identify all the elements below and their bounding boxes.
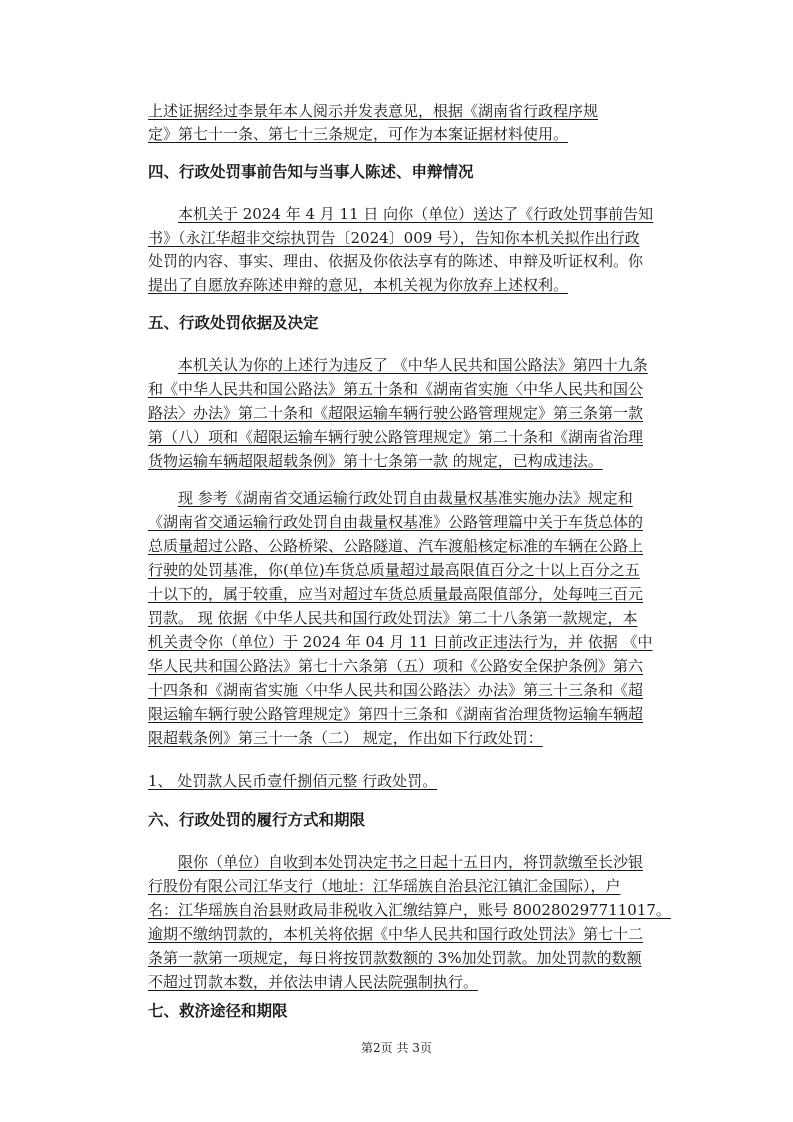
section-5-p2-line-6: 罚款。 现 依据《中华人民共和国行政处罚法》第二十八条第一款规定，本 (148, 609, 638, 627)
section-5-heading: 五、行政处罚依据及决定 (148, 314, 319, 332)
section-6-line-5: 条第一款第一项规定，每日将按罚款数额的 3%加处罚款。加处罚款的数额 (148, 949, 642, 967)
section-6-line-4: 逾期不缴纳罚款的，本机关将依据《中华人民共和国行政处罚法》第七十二 (148, 925, 644, 943)
section-5-p2-line-4: 行驶的处罚基准，你(单位)车货总质量超过最高限值百分之十以上百分之五 (148, 561, 640, 579)
section-4-line-3: 处罚的内容、事实、理由、依据及你依法享有的陈述、申辩及听证权利。你 (148, 252, 644, 270)
section-5-p1-line-5: 货物运输车辆超限超载条例》第十七条第一款 的规定，已构成违法。 (148, 452, 603, 470)
section-6-line-1: 限你（单位）自收到本处罚决定书之日起十五日内，将罚款缴至长沙银 (178, 853, 644, 871)
section-4-line-1: 本机关于 2024 年 4 月 11 日 向你（单位）送达了《行政处罚事前告知 (178, 205, 654, 223)
section-5-p2-line-1: 现 参考《湖南省交通运输行政处罚自由裁量权基准实施办法》规定和 (178, 489, 633, 507)
section-5-p1-line-1: 本机关认为你的上述行为违反了 《中华人民共和国公路法》第四十九条 (178, 356, 648, 374)
section-6-line-2: 行股份有限公司江华支行（地址：江华瑶族自治县沱江镇汇金国际），户 (148, 877, 621, 895)
section-5-p2-line-7: 机关责令你（单位）于 2024 年 04 月 11 日前改正违法行为，并 依据 《中 (148, 633, 653, 651)
evidence-line-1: 上述证据经过李景年本人阅示并发表意见，根据《湖南省行政程序规 (148, 102, 599, 120)
section-5-p2-line-8: 华人民共和国公路法》第七十六条第（五）项和《公路安全保护条例》第六 (148, 657, 644, 675)
section-5-p2-line-2: 《湖南省交通运输行政处罚自由裁量权基准》公路管理篇中关于车货总体的 (148, 513, 644, 531)
section-5-p2-line-9: 十四条和《湖南省实施〈中华人民共和国公路法〉办法》第三十三条和《超 (148, 681, 644, 699)
section-5-p2-line-5: 十以下的，属于较重，应当对超过车货总质量最高限值部分，处每吨三百元 (148, 585, 644, 603)
section-5-p1-line-2: 和《中华人民共和国公路法》第五十条和《湖南省实施〈中华人民共和国公 (148, 380, 644, 398)
section-7-heading: 七、救济途径和期限 (148, 1002, 288, 1020)
section-5-p2-line-3: 总质量超过公路、公路桥梁、公路隧道、汽车渡船核定标准的车辆在公路上 (148, 537, 644, 555)
page-number-footer: 第2页 共 3页 (361, 1041, 432, 1055)
section-5-p2-line-10: 限运输车辆行驶公路管理规定》第四十三条和《湖南省治理货物运输车辆超 (148, 705, 644, 723)
section-4-line-2: 书》（永江华超非交综执罚告〔2024〕009 号），告知你本机关拟作出行政 (148, 229, 640, 247)
section-6-line-6: 不超过罚款本数，并依法申请人民法院强制执行。 (148, 973, 479, 991)
evidence-line-2: 定》第七十一条、第七十三条规定，可作为本案证据材料使用。 (148, 125, 569, 143)
section-6-heading: 六、行政处罚的履行方式和期限 (148, 811, 366, 829)
section-5-p1-line-4: 第（八）项和《超限运输车辆行驶公路管理规定》第二十条和《湖南省治理 (148, 428, 644, 446)
section-4-heading: 四、行政处罚事前告知与当事人陈述、申辩情况 (148, 163, 474, 181)
section-5-p1-line-3: 路法〉办法》第二十条和《超限运输车辆行驶公路管理规定》第三条第一款 (148, 404, 644, 422)
section-5-p2-line-11: 限超载条例》第三十一条（二） 规定，作出如下行政处罚： (148, 729, 543, 747)
section-4-line-4: 提出了自愿放弃陈述申辩的意见，本机关视为你放弃上述权利。 (148, 276, 569, 294)
penalty-item: 1、 处罚款人民币壹仟捌佰元整 行政处罚。 (148, 772, 438, 790)
section-6-line-3: 名：江华瑶族自治县财政局非税收入汇缴结算户，账号 800280297711017。 (148, 901, 671, 919)
